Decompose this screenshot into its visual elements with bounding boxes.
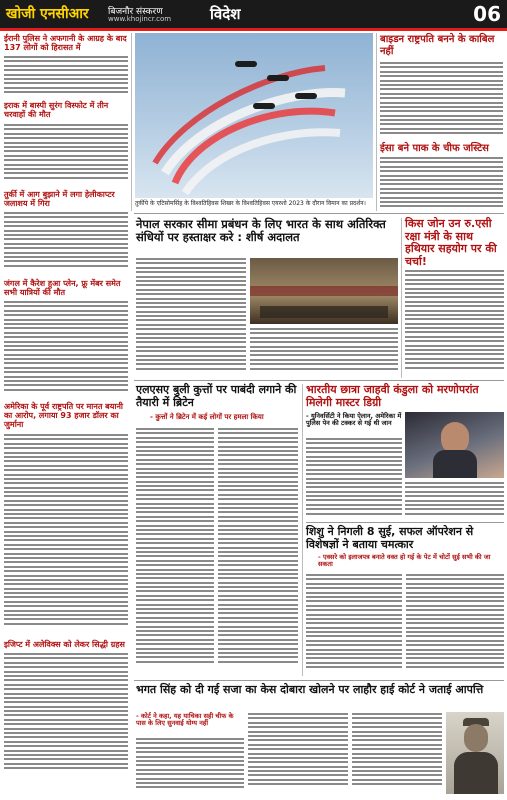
article-text [136,738,244,794]
student-photo [405,412,504,478]
main-headline: नेपाल सरकार सीमा प्रबंधन के लिए भारत के साथ अतिरिक्त संधियों पर हस्ताक्षर करे : शीर्ष अदालत [136,217,386,245]
left-headline-4: जंगल में कैरेश हुआ प्लेन, फ्रू मेंबर समेत सभी यात्रियों की मौत [4,279,121,298]
article-text [218,428,298,676]
jet-icon [267,75,289,81]
right-headline: किस जोन उन रु.एसी रक्षा मंत्री के साथ हथियार सहयोग पर की चर्चा! [405,217,497,268]
column-divider [131,33,132,211]
left-headline-1: ईरानी पुलिस ने अफगानी के आग्रह के बाद 137 लोगों को हिरासत में [4,34,127,53]
article-text [406,574,504,676]
article-text [380,157,503,213]
column-divider [376,33,377,211]
article-text [136,258,246,376]
right-headline-2: ईसा बने पाक के चीफ जस्टिस [380,143,489,154]
middle-left-headline: एलएसए बुली कुत्तों पर पाबंदी लगाने की तैयारी में ब्रिटेन [136,383,297,409]
article-text [405,482,504,518]
section-title: विदेश [210,5,241,23]
left-headline-5: अमेरिका के पूर्व राष्ट्रपति पर मानत बयानी का आरोप, लगाया 93 हजार डॉलर का जुर्माना [4,402,123,430]
divider [134,680,504,681]
article-text [4,653,128,780]
page-number: 06 [473,2,501,26]
article-text [4,212,128,272]
divider [134,213,504,214]
divider [134,380,504,381]
article-text [352,713,442,794]
middle-left-subhead: - कुत्तों ने ब्रिटेन में कई लोगों पर हमला किया [150,413,264,421]
middle-right-subhead-2: - एक्सरे को इलाजपत्र बनाते वक्त हो गई के पेट में चोटों सुई सभी की जा सकता [318,553,491,569]
article-text [306,438,402,518]
photo-caption: तुर्कीये के एटिसोमसिंह के विश्वतिहिवस शिखर के विश्वतिहिवस एयरशो 2023 के दौरान विमान का प्रदर्शन। [135,200,366,207]
middle-right-subhead: - युनिवर्सिटी ने किया ऐलान, अमेरिका में पुलिस पेन की टक्कर से गई थी जान [306,412,402,428]
jet-icon [295,93,317,99]
article-text [4,124,128,182]
column-divider [401,218,402,378]
article-text [405,270,504,376]
article-text [250,328,398,376]
article-text [380,62,503,138]
jet-icon [253,103,275,109]
middle-right-headline: भारतीय छात्रा जाहवी कंडुला को मरणोपरांत मिलेगी मास्टर डिग्री [306,383,479,409]
website-line: www.khojincr.com [108,15,172,23]
portrait-photo [446,712,504,794]
article-text [4,301,128,397]
masthead-bar [0,0,507,31]
dateline: बिजनौर संस्करण [108,7,163,17]
middle-right-headline-2: शिशु ने निगली 8 सुई, सफल ऑपरेशन से विशेषज्ञों ने बताया चमत्कार [306,525,474,551]
bottom-subhead: - कोर्ट ने कहा, यह याचिका सही चीफ के पास के लिए सुनवाई योग्य नहीं [136,712,234,728]
article-text [136,428,214,676]
right-headline-1: बाइडन राष्ट्रपति बनने के काबिल नहीं [380,34,495,57]
jet-icon [235,61,257,67]
article-text [306,574,402,676]
court-photo [250,258,398,324]
left-headline-2: इराक में बास्पी सुरंग विस्फोट में तीन चरवाहों की मौत [4,101,109,120]
column-divider [302,384,303,676]
smoke-trails [135,33,373,198]
article-text [4,434,128,634]
left-headline-6: इजिप्ट में अलेविक्स को लेकर सिद्धी ग्रहस [4,640,125,649]
brand-name: खोजी एनसीआर [6,6,89,22]
article-text [248,713,348,794]
article-text [4,56,128,96]
divider [306,522,504,523]
left-headline-3: तुर्की में आग बुझाने में लगा हेलीकाप्टर जलाशय में गिरा [4,190,115,209]
airshow-photo [135,33,373,198]
bottom-headline: भगत सिंह को दी गई सजा का केस दोबारा खोलने पर लाहौर हाई कोर्ट ने जताई आपत्ति [136,683,484,696]
